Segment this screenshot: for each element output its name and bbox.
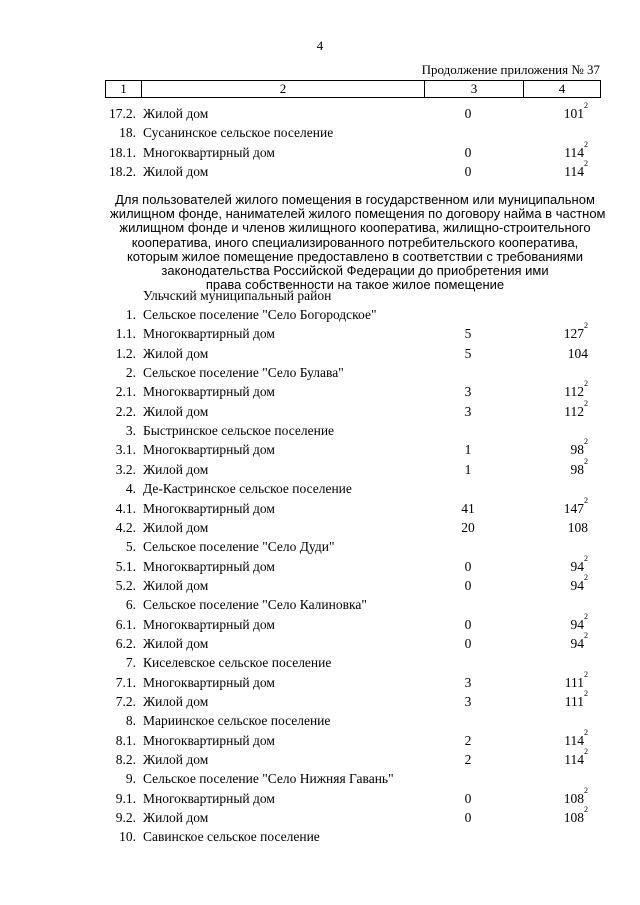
row-label: Киселевское сельское поселение bbox=[143, 655, 332, 671]
paragraph-line: кооператива, иного специализированного потребительского кооператива, bbox=[131, 234, 579, 250]
row-label: Де-Кастринское сельское поселение bbox=[143, 481, 352, 497]
row-value-col4-number: 104 bbox=[567, 345, 588, 361]
row-value-col4-number: 108 bbox=[567, 519, 588, 535]
table-row bbox=[0, 785, 640, 808]
row-value-col3: 0 bbox=[464, 163, 472, 179]
row-label: Савинское сельское поселение bbox=[143, 829, 320, 845]
row-label: Жилой дом bbox=[143, 635, 209, 651]
row-value-col4 bbox=[508, 437, 588, 459]
row-value-col4-number: 98 bbox=[570, 442, 584, 458]
table-row bbox=[0, 321, 640, 343]
table-row bbox=[0, 518, 640, 537]
row-label: Многоквартирный дом bbox=[143, 144, 275, 160]
row-label: Мариинское сельское поселение bbox=[143, 713, 331, 729]
row-value-col4-number: 127 bbox=[563, 326, 584, 342]
row-number: 7.1. bbox=[115, 674, 136, 690]
row-value-col3: 41 bbox=[461, 500, 475, 516]
row-value-col4 bbox=[508, 344, 588, 363]
row-label: Жилой дом bbox=[143, 461, 209, 477]
footnote-marker: 2 bbox=[584, 398, 588, 408]
row-value-col4 bbox=[508, 669, 588, 692]
table-row bbox=[0, 553, 640, 576]
row-number: 2.1. bbox=[115, 384, 136, 400]
row-label: Сельское поселение "Село Калиновка" bbox=[143, 597, 367, 613]
row-label: Сельское поселение "Село Булава" bbox=[143, 365, 344, 381]
row-value-col3: 0 bbox=[464, 106, 472, 121]
row-label: Многоквартирный дом bbox=[143, 616, 275, 632]
row-label: Многоквартирный дом bbox=[143, 384, 275, 400]
table-row bbox=[0, 711, 640, 730]
row-number: 5.1. bbox=[115, 558, 136, 574]
row-label: Многоквартирный дом bbox=[143, 500, 275, 516]
row-number: 1.1. bbox=[115, 326, 136, 342]
table-row bbox=[0, 495, 640, 518]
footnote-marker: 2 bbox=[584, 456, 588, 466]
table-row bbox=[0, 630, 640, 653]
footnote-marker: 2 bbox=[584, 139, 588, 149]
row-value-col3: 5 bbox=[464, 345, 472, 361]
footnote-marker: 2 bbox=[584, 379, 588, 389]
row-value-col4 bbox=[508, 572, 588, 595]
table-row bbox=[0, 139, 640, 162]
row-label: Многоквартирный дом bbox=[143, 674, 275, 690]
row-value-col3: 0 bbox=[464, 635, 472, 651]
table-row bbox=[0, 747, 640, 769]
table-row bbox=[0, 611, 640, 634]
row-value-col4-number: 94 bbox=[570, 635, 584, 651]
column-header-4: 4 bbox=[524, 81, 601, 98]
row-value-col4-number: 108 bbox=[563, 810, 584, 826]
intro-paragraph bbox=[110, 192, 606, 293]
row-value-col3: 3 bbox=[464, 694, 472, 709]
table-row bbox=[0, 158, 640, 181]
row-value-col3: 0 bbox=[464, 790, 472, 806]
row-value-col4 bbox=[508, 611, 588, 634]
row-number: 8. bbox=[125, 713, 136, 729]
row-value-col4 bbox=[508, 785, 588, 808]
row-value-col4-number: 101 bbox=[563, 106, 584, 121]
paragraph-line: Для пользователей жилого помещения в государственном или муниципальном bbox=[115, 192, 595, 207]
row-value-col4 bbox=[508, 139, 588, 162]
table-row bbox=[0, 421, 640, 440]
table-row bbox=[0, 689, 640, 711]
row-value-col4 bbox=[508, 727, 588, 750]
column-header-2: 2 bbox=[142, 81, 425, 98]
row-number: 4.1. bbox=[115, 500, 136, 516]
row-value-col4-number: 94 bbox=[570, 577, 584, 593]
row-label: Быстринское сельское поселение bbox=[143, 423, 335, 439]
row-value-col3: 0 bbox=[464, 616, 472, 632]
row-number: 5. bbox=[125, 539, 136, 555]
row-label: Многоквартирный дом bbox=[143, 326, 275, 342]
row-number: 6.2. bbox=[115, 635, 136, 651]
row-value-col3: 3 bbox=[464, 384, 472, 400]
table-row bbox=[0, 379, 640, 401]
row-label: Жилой дом bbox=[143, 106, 209, 121]
table-row bbox=[0, 769, 640, 788]
row-number: 2. bbox=[125, 365, 136, 381]
row-value-col4 bbox=[508, 495, 588, 518]
row-label: Жилой дом bbox=[143, 577, 209, 593]
row-value-col4 bbox=[508, 689, 588, 711]
row-number: 9.1. bbox=[115, 790, 136, 806]
paragraph-line: жилищном фонде, нанимателей жилого помещения по договору найма в частном bbox=[110, 206, 606, 222]
row-label: Жилой дом bbox=[143, 752, 209, 768]
row-label: Многоквартирный дом bbox=[143, 732, 275, 748]
row-value-col4-number: 147 bbox=[563, 500, 584, 516]
footnote-marker: 2 bbox=[584, 669, 588, 679]
row-number: 3. bbox=[125, 423, 136, 439]
row-value-col4 bbox=[508, 398, 588, 421]
row-value-col3: 0 bbox=[464, 810, 472, 826]
row-value-col4-number: 108 bbox=[563, 790, 584, 806]
row-number: 1.2. bbox=[115, 345, 136, 361]
row-number: 9.2. bbox=[115, 810, 136, 826]
table-row bbox=[0, 669, 640, 692]
row-label: Многоквартирный дом bbox=[143, 442, 275, 458]
row-value-col4 bbox=[508, 101, 588, 123]
row-label: Жилой дом bbox=[143, 519, 209, 535]
row-number: 9. bbox=[125, 771, 136, 787]
footnote-marker: 2 bbox=[584, 805, 588, 815]
row-number: 5.2. bbox=[115, 577, 136, 593]
row-label: Сельское поселение "Село Богородское" bbox=[143, 307, 377, 322]
row-number: 10. bbox=[119, 829, 136, 845]
row-value-col3: 0 bbox=[464, 144, 472, 160]
table-row bbox=[0, 305, 640, 324]
row-value-col4-number: 112 bbox=[564, 403, 584, 419]
row-label: Жилой дом bbox=[143, 163, 209, 179]
footnote-marker: 2 bbox=[584, 747, 588, 757]
row-value-col4-number: 111 bbox=[564, 674, 584, 690]
paragraph-line: которым жилое помещение предоставлено в соответствии с требованиями bbox=[126, 248, 584, 264]
table-row bbox=[0, 827, 640, 846]
table-row bbox=[0, 572, 640, 595]
table-row bbox=[0, 437, 640, 459]
row-number: 6. bbox=[125, 597, 136, 613]
row-value-col4-number: 94 bbox=[570, 616, 584, 632]
footnote-marker: 2 bbox=[584, 572, 588, 582]
row-value-col3: 2 bbox=[464, 752, 472, 768]
table-row bbox=[0, 805, 640, 827]
row-number: 17.2. bbox=[109, 106, 136, 121]
row-value-col3: 1 bbox=[464, 461, 472, 477]
paragraph-line: жилищном фонде и членов жилищного кооператива, жилищно-строительного bbox=[119, 220, 591, 236]
row-value-col3: 2 bbox=[464, 732, 472, 748]
footnote-marker: 2 bbox=[584, 611, 588, 621]
row-number: 1. bbox=[125, 307, 136, 322]
column-header-row bbox=[106, 81, 601, 98]
table-row bbox=[0, 456, 640, 479]
row-label: Жилой дом bbox=[143, 810, 209, 826]
row-value-col4 bbox=[508, 630, 588, 653]
paragraph-line: законодательства Российской Федерации до приобретения ими bbox=[161, 263, 549, 279]
row-value-col4 bbox=[508, 456, 588, 479]
row-label: Многоквартирный дом bbox=[143, 558, 275, 574]
row-value-col4-number: 98 bbox=[570, 461, 584, 477]
row-label: Сусанинское сельское поселение bbox=[143, 125, 334, 141]
table-row bbox=[0, 653, 640, 672]
row-value-col4 bbox=[508, 379, 588, 401]
footnote-marker: 2 bbox=[584, 101, 588, 110]
row-number: 18.2. bbox=[109, 163, 136, 179]
footnote-marker: 2 bbox=[584, 689, 588, 698]
footnote-marker: 2 bbox=[584, 437, 588, 447]
row-value-col3: 3 bbox=[464, 403, 472, 419]
row-label: Жилой дом bbox=[143, 694, 209, 709]
row-number: 7.2. bbox=[115, 694, 136, 709]
row-value-col3: 3 bbox=[464, 674, 472, 690]
row-label: Жилой дом bbox=[143, 345, 209, 361]
row-label: Сельское поселение "Село Нижняя Гавань" bbox=[143, 771, 394, 787]
row-value-col3: 0 bbox=[464, 577, 472, 593]
row-number: 18.1. bbox=[109, 144, 136, 160]
column-header-3: 3 bbox=[425, 81, 524, 98]
table-row bbox=[0, 101, 640, 123]
table-row bbox=[0, 123, 640, 142]
row-value-col4 bbox=[508, 805, 588, 827]
table-row bbox=[0, 344, 640, 363]
row-number: 8.1. bbox=[115, 732, 136, 748]
table-row bbox=[0, 479, 640, 498]
footnote-marker: 2 bbox=[584, 553, 588, 563]
row-value-col4-number: 114 bbox=[564, 752, 584, 768]
table-row bbox=[0, 595, 640, 614]
row-value-col4-number: 114 bbox=[564, 144, 584, 160]
continuation-label: Продолжение приложения № 37 bbox=[421, 62, 600, 77]
row-value-col4 bbox=[508, 518, 588, 537]
row-value-col4-number: 114 bbox=[564, 163, 584, 179]
row-value-col4 bbox=[508, 747, 588, 769]
footnote-marker: 2 bbox=[584, 727, 588, 737]
row-value-col3: 20 bbox=[461, 519, 475, 535]
row-number: 2.2. bbox=[115, 403, 136, 419]
row-value-col4-number: 94 bbox=[570, 558, 584, 574]
row-label: Жилой дом bbox=[143, 403, 209, 419]
row-label: Сельское поселение "Село Дуди" bbox=[143, 539, 335, 555]
row-number: 4. bbox=[125, 481, 136, 497]
row-value-col4 bbox=[508, 158, 588, 181]
row-value-col4-number: 114 bbox=[564, 732, 584, 748]
footnote-marker: 2 bbox=[584, 630, 588, 640]
table-row bbox=[0, 537, 640, 556]
row-number: 4.2. bbox=[115, 519, 136, 535]
row-value-col4-number: 112 bbox=[564, 384, 584, 400]
column-header-1: 1 bbox=[106, 81, 142, 98]
row-number: 7. bbox=[125, 655, 136, 671]
row-number: 18. bbox=[119, 125, 136, 141]
row-label: Многоквартирный дом bbox=[143, 790, 275, 806]
row-value-col3: 1 bbox=[464, 442, 472, 458]
district-title: Ульчский муниципальный район bbox=[143, 288, 332, 303]
table-row bbox=[0, 727, 640, 750]
row-number: 3.1. bbox=[115, 442, 136, 458]
row-value-col3: 5 bbox=[464, 326, 472, 342]
footnote-marker: 2 bbox=[584, 785, 588, 795]
table-row bbox=[0, 363, 640, 382]
row-number: 6.1. bbox=[115, 616, 136, 632]
footnote-marker: 2 bbox=[584, 158, 588, 168]
row-value-col4 bbox=[508, 553, 588, 576]
row-value-col4 bbox=[508, 321, 588, 343]
column-header-table bbox=[105, 80, 601, 98]
row-number: 3.2. bbox=[115, 461, 136, 477]
row-number: 8.2. bbox=[115, 752, 136, 768]
footnote-marker: 2 bbox=[584, 495, 588, 505]
footnote-marker: 2 bbox=[584, 321, 588, 331]
table-row bbox=[0, 398, 640, 421]
row-value-col4-number: 111 bbox=[564, 694, 584, 709]
page-number: 4 bbox=[316, 38, 324, 53]
row-value-col3: 0 bbox=[464, 558, 472, 574]
paragraph-line: права собственности на такое жилое помещение bbox=[205, 277, 505, 293]
